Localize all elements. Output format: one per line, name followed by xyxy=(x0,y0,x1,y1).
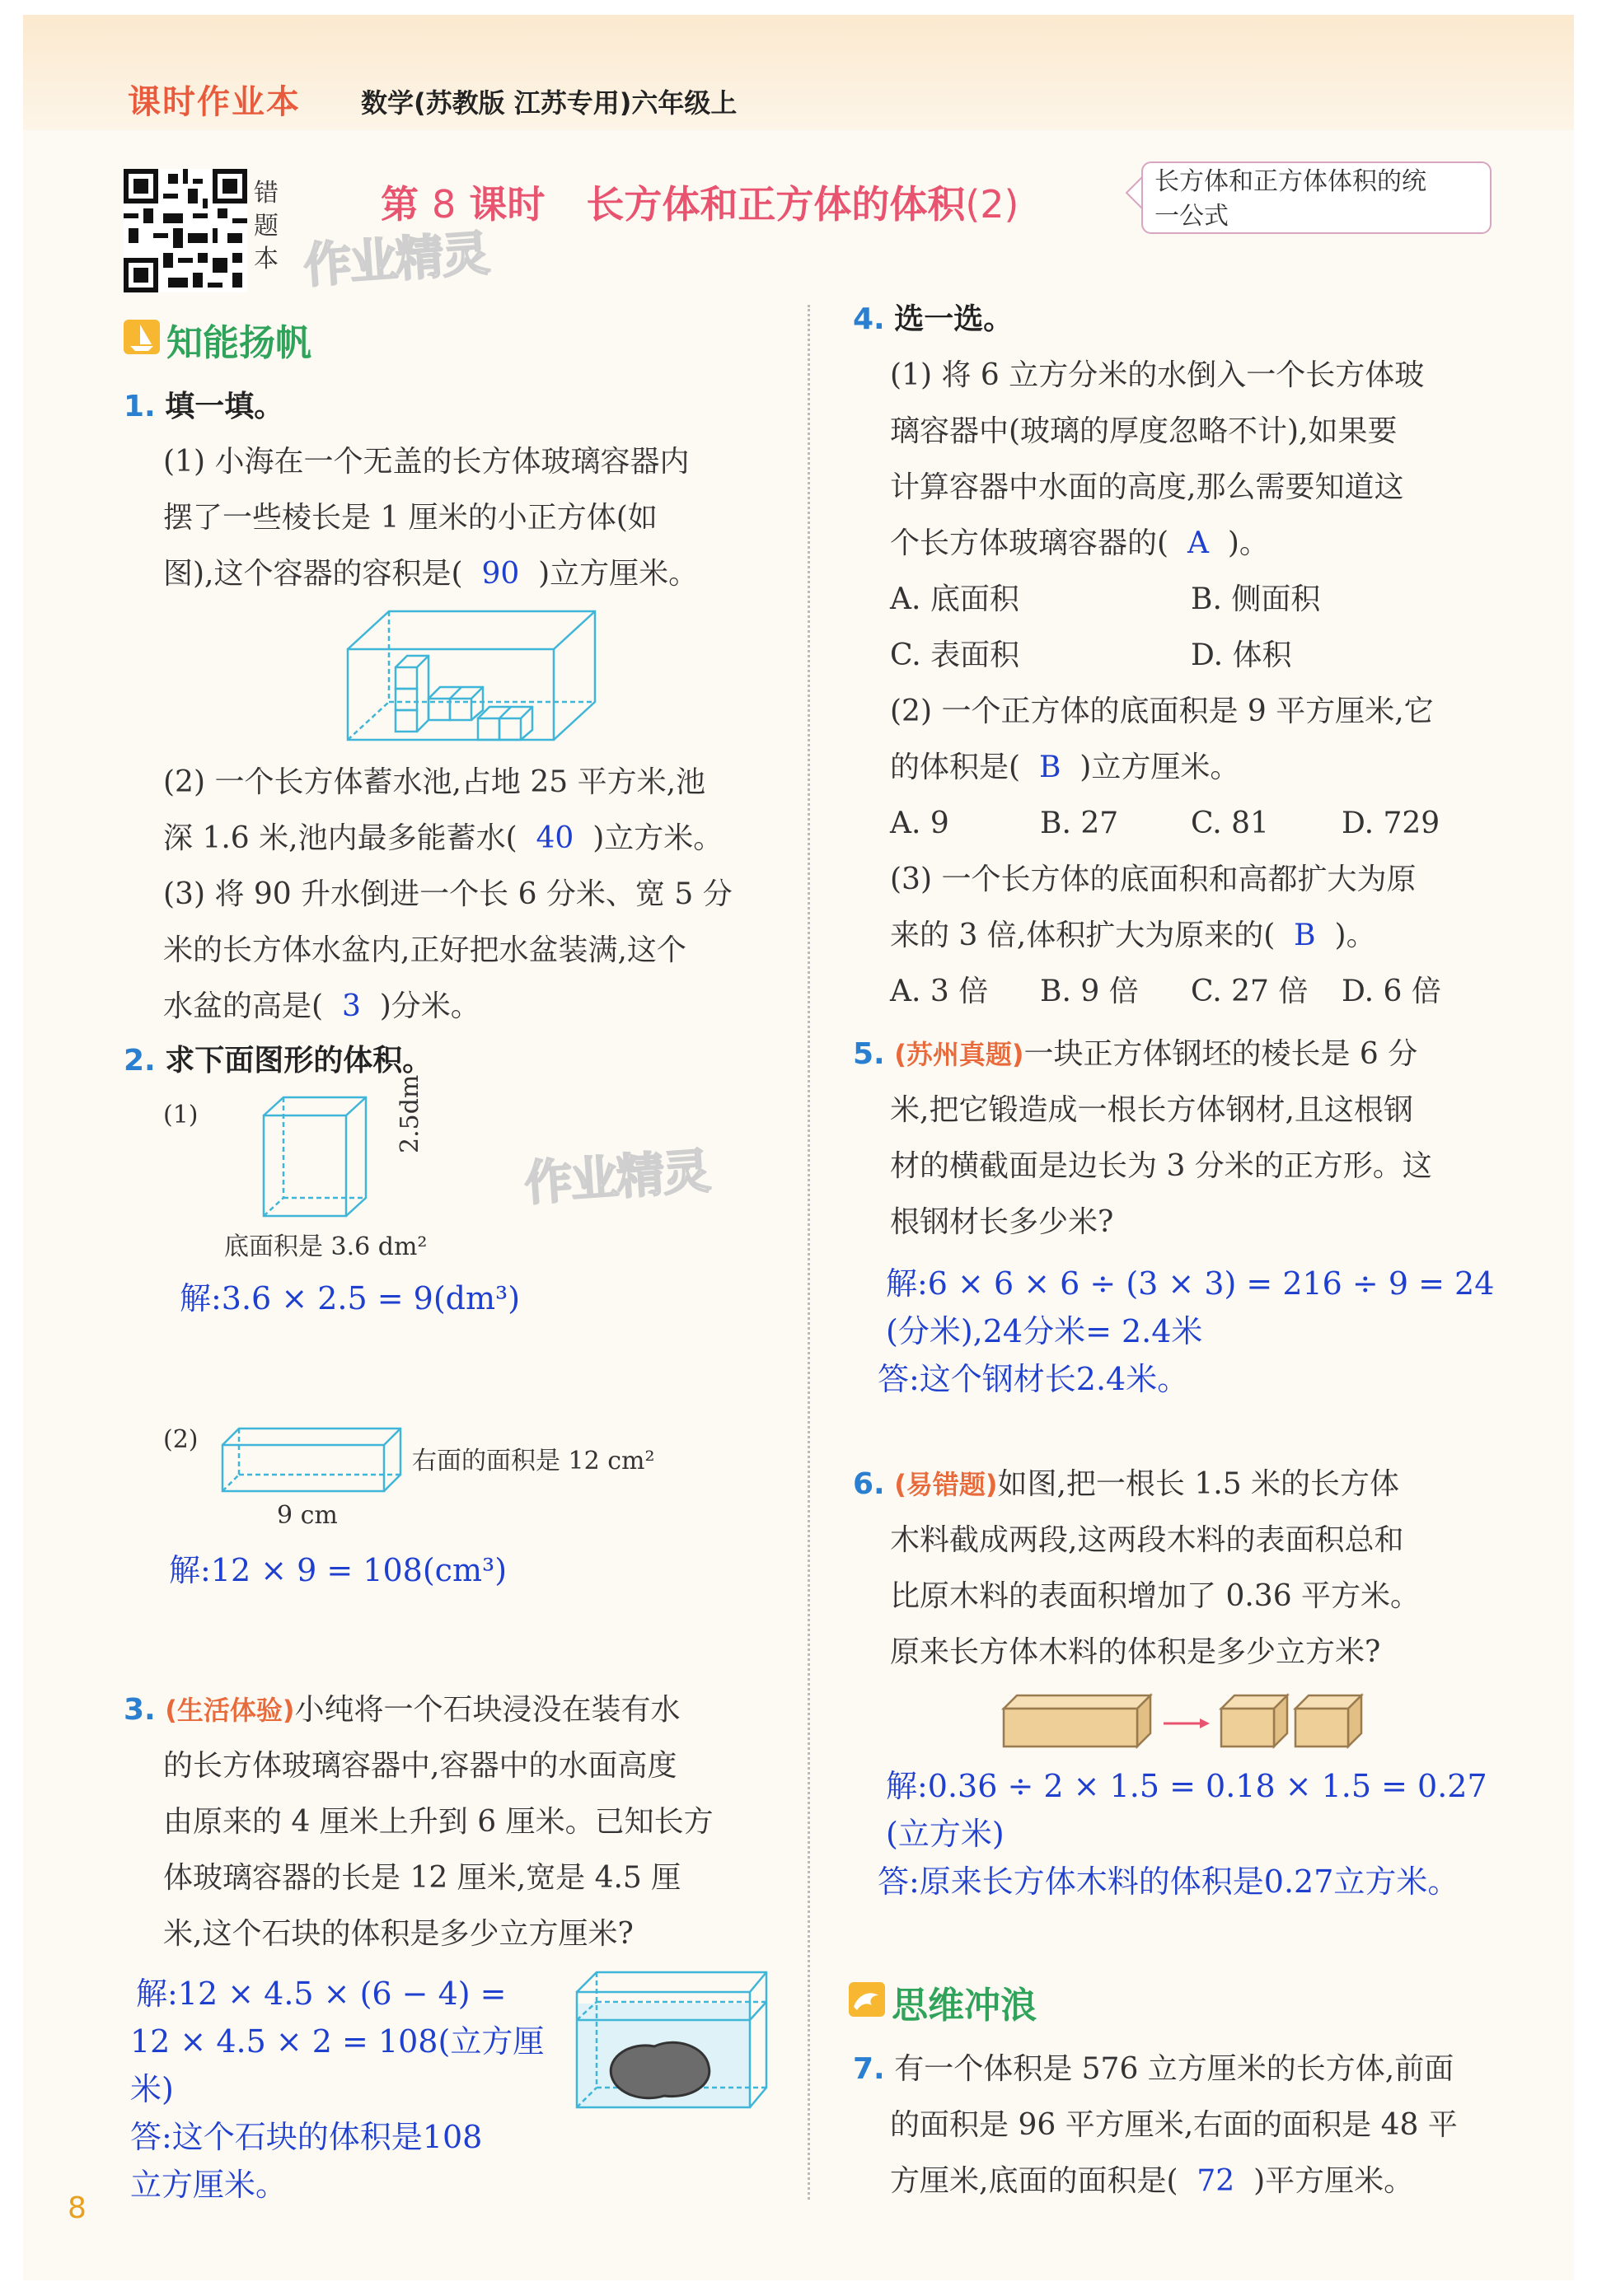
q5-line2: 米,把它锻造成一根长方体钢材,且这根钢 xyxy=(890,1093,1413,1127)
q3-line1 xyxy=(124,1690,680,1730)
q6-answer: 答:原来长方体木料的体积是0.27立方米。 xyxy=(878,1863,1459,1900)
q4-p3-option-b: B. 9 倍 xyxy=(1040,975,1139,1008)
column-divider xyxy=(808,305,810,2200)
q4-p2-text-end: )立方厘米。 xyxy=(1079,751,1240,784)
q3-line5: 米,这个石块的体积是多少立方厘米? xyxy=(163,1917,634,1951)
q3-answer-1: 答:这个石块的体积是108 xyxy=(130,2119,483,2155)
q3-solution-1: 解:12 × 4.5 × (6 − 4) = xyxy=(136,1976,507,2012)
q4-p3-text-end: )。 xyxy=(1334,919,1376,952)
q7-text-1: 有一个体积是 576 立方厘米的长方体,前面 xyxy=(894,2052,1454,2086)
q6-tag: (易错题) xyxy=(894,1469,998,1500)
q2-heading xyxy=(124,1041,432,1081)
q5-solution-1: 解:6 × 6 × 6 ÷ (3 × 3) = 216 ÷ 9 = 24 xyxy=(886,1265,1495,1302)
q5-solution-2: (分米),24分米= 2.4米 xyxy=(886,1313,1203,1349)
q4-number: 4. xyxy=(853,302,885,336)
q1-container-figure xyxy=(346,610,593,741)
q7-line1 xyxy=(853,2050,1454,2089)
q7-number: 7. xyxy=(853,2052,885,2086)
q1-p3-text-end: )分米。 xyxy=(379,989,480,1023)
q3-solution-3: 米) xyxy=(130,2071,174,2107)
q4-p1-line4 xyxy=(890,524,1269,563)
q4-p2-option-d: D. 729 xyxy=(1342,807,1440,840)
q4-p1-text: 个长方体玻璃容器的( xyxy=(890,526,1169,560)
q4-p2-answer: B xyxy=(1038,751,1061,784)
q1-title: 填一填。 xyxy=(165,390,284,423)
q4-p1-answer: A xyxy=(1187,526,1209,560)
q5-answer: 答:这个钢材长2.4米。 xyxy=(878,1361,1189,1397)
q2-f1-height: 2.5dm xyxy=(396,1074,424,1153)
q2-f1-solution: 解:3.6 × 2.5 = 9(dm³) xyxy=(180,1280,521,1316)
q4-p3-line1: (3) 一个长方体的底面积和高都扩大为原 xyxy=(890,863,1417,896)
q6-number: 6. xyxy=(853,1467,885,1501)
q1-p3-answer: 3 xyxy=(341,989,361,1023)
page-number: 8 xyxy=(68,2191,87,2225)
q4-p3-answer: B xyxy=(1294,919,1316,952)
lesson-topic: 长方体和正方体的体积 xyxy=(586,182,966,227)
lesson-part: (2) xyxy=(965,182,1019,227)
q6-line3: 比原木料的表面积增加了 0.36 平方米。 xyxy=(890,1579,1421,1613)
q4-p2-option-c: C. 81 xyxy=(1191,807,1269,840)
q5-line3: 材的横截面是边长为 3 分米的正方形。这 xyxy=(890,1149,1432,1183)
lesson-tag xyxy=(1141,161,1492,234)
q6-solution-1: 解:0.36 ÷ 2 × 1.5 = 0.18 × 1.5 = 0.27 xyxy=(886,1768,1487,1804)
section-title-1: 知能扬帆 xyxy=(166,322,311,364)
q1-p1-text: 图),这个容器的容积是( xyxy=(163,557,463,591)
q6-text-1: 如图,把一根长 1.5 米的长方体 xyxy=(997,1467,1400,1501)
q7-line2: 的面积是 96 平方厘米,右面的面积是 48 平 xyxy=(890,2108,1458,2142)
q4-p1-option-a: A. 底面积 xyxy=(890,582,1019,616)
q1-p1-line2: 摆了一些棱长是 1 厘米的小正方体(如 xyxy=(163,501,658,535)
q4-p1-line1: (1) 将 6 立方分米的水倒入一个长方体玻 xyxy=(890,358,1425,392)
q4-p1-option-d: D. 体积 xyxy=(1191,638,1292,672)
q2-f2-label: (2) xyxy=(163,1425,199,1454)
q4-title: 选一选。 xyxy=(894,302,1014,336)
q4-p3-line2 xyxy=(890,916,1376,956)
q1-p2-text-end: )立方米。 xyxy=(592,821,724,855)
q4-p2-line2 xyxy=(890,748,1239,788)
q1-p2-text: 深 1.6 米,池内最多能蓄水( xyxy=(163,821,518,855)
q3-container-with-stone xyxy=(574,1971,771,2111)
lesson-title xyxy=(381,175,1019,229)
q7-text-3: 方厘米,底面的面积是( xyxy=(890,2164,1178,2198)
q2-title: 求下面图形的体积。 xyxy=(165,1044,433,1078)
q4-p1-line3: 计算容器中水面的高度,那么需要知道这 xyxy=(890,470,1404,504)
q4-p1-option-c: C. 表面积 xyxy=(890,638,1020,672)
q1-number: 1. xyxy=(124,390,156,423)
q1-p1-line1: (1) 小海在一个无盖的长方体玻璃容器内 xyxy=(163,445,690,479)
q4-p2-option-a: A. 9 xyxy=(890,807,949,840)
book-title: 数学(苏教版 江苏专用)六年级上 xyxy=(361,87,738,119)
watermark: 作业精灵 xyxy=(522,1143,711,1212)
q7-line3 xyxy=(890,2162,1413,2201)
q2-f1-base-area: 底面积是 3.6 dm² xyxy=(224,1232,428,1261)
q2-number: 2. xyxy=(124,1044,156,1078)
q3-line3: 由原来的 4 厘米上升到 6 厘米。已知长方 xyxy=(163,1805,714,1839)
q6-line1 xyxy=(853,1465,1399,1504)
q4-p3-text: 来的 3 倍,体积扩大为原来的( xyxy=(890,919,1276,952)
q2-f2-side-area: 右面的面积是 12 cm² xyxy=(412,1447,655,1475)
q6-line2: 木料截成两段,这两段木料的表面积总和 xyxy=(890,1523,1404,1557)
q3-line2: 的长方体玻璃容器中,容器中的水面高度 xyxy=(163,1749,677,1783)
q5-line1 xyxy=(853,1035,1417,1074)
q1-p1-line3 xyxy=(163,554,698,594)
q4-p1-option-b: B. 侧面积 xyxy=(1191,582,1321,616)
q1-p2-line2 xyxy=(163,819,723,858)
q2-f2-length: 9 cm xyxy=(277,1501,338,1530)
lesson-number: 8 xyxy=(432,182,457,227)
q7-text-end: )平方厘米。 xyxy=(1253,2164,1414,2198)
section-sail-icon xyxy=(124,320,158,353)
q6-wood-figure xyxy=(1002,1694,1398,1751)
q1-heading xyxy=(124,387,283,427)
q4-p2-text: 的体积是( xyxy=(890,751,1021,784)
qr-label: 错题本 xyxy=(254,179,279,274)
q3-line4: 体玻璃容器的长是 12 厘米,宽是 4.5 厘 xyxy=(163,1861,681,1895)
q1-p2-answer: 40 xyxy=(536,821,574,855)
q5-line4: 根钢材长多少米? xyxy=(890,1205,1114,1239)
q5-text-1: 一块正方体钢坯的棱长是 6 分 xyxy=(1023,1037,1418,1071)
q1-p3-line1: (3) 将 90 升水倒进一个长 6 分米、宽 5 分 xyxy=(163,877,733,911)
lesson-tag-line2: 一公式 xyxy=(1154,202,1229,231)
q4-p1-line2: 璃容器中(玻璃的厚度忽略不计),如果要 xyxy=(890,414,1398,448)
q1-p1-text-end: )立方厘米。 xyxy=(538,557,699,591)
q3-tag: (生活体验) xyxy=(165,1695,295,1726)
q5-tag: (苏州真题) xyxy=(894,1039,1024,1070)
q4-heading xyxy=(853,300,1013,339)
q2-f2-solution: 解:12 × 9 = 108(cm³) xyxy=(169,1552,508,1588)
section-title-2: 思维冲浪 xyxy=(892,1985,1037,2027)
q3-text-1: 小纯将一个石块浸没在装有水 xyxy=(294,1693,681,1727)
lesson-num-suffix: 课时 xyxy=(469,182,546,227)
q1-p3-line3 xyxy=(163,987,480,1026)
q4-p3-option-c: C. 27 倍 xyxy=(1191,975,1309,1008)
q4-p3-option-d: D. 6 倍 xyxy=(1342,975,1441,1008)
q1-p3-line2: 米的长方体水盆内,正好把水盆装满,这个 xyxy=(163,933,686,967)
lesson-num-prefix: 第 xyxy=(381,182,419,227)
q7-answer: 72 xyxy=(1197,2164,1235,2198)
q2-figure-1-cuboid xyxy=(262,1096,377,1219)
q3-answer-2: 立方厘米。 xyxy=(130,2167,288,2203)
q4-p2-option-b: B. 27 xyxy=(1040,807,1119,840)
q4-p1-text-end: )。 xyxy=(1227,526,1269,560)
watermark: 作业精灵 xyxy=(302,225,490,294)
q6-solution-2: (立方米) xyxy=(886,1816,1005,1852)
section-wave-icon xyxy=(849,1982,883,2015)
q1-p3-text: 水盆的高是( xyxy=(163,989,324,1023)
q3-number: 3. xyxy=(124,1693,156,1727)
q3-solution-2: 12 × 4.5 × 2 = 108(立方厘 xyxy=(130,2023,545,2060)
lesson-tag-line1: 长方体和正方体体积的统 xyxy=(1154,167,1426,196)
q2-figure-2-cuboid xyxy=(221,1427,402,1493)
qr-code xyxy=(124,169,247,292)
q6-line4: 原来长方体木料的体积是多少立方米? xyxy=(890,1635,1381,1669)
q1-p2-line1: (2) 一个长方体蓄水池,占地 25 平方米,池 xyxy=(163,765,706,799)
q4-p3-option-a: A. 3 倍 xyxy=(890,975,989,1008)
q1-p1-answer: 90 xyxy=(481,557,520,591)
brand-title: 课时作业本 xyxy=(128,83,301,121)
q2-f1-label: (1) xyxy=(163,1101,199,1129)
q4-p2-line1: (2) 一个正方体的底面积是 9 平方厘米,它 xyxy=(890,694,1434,728)
q5-number: 5. xyxy=(853,1037,885,1071)
